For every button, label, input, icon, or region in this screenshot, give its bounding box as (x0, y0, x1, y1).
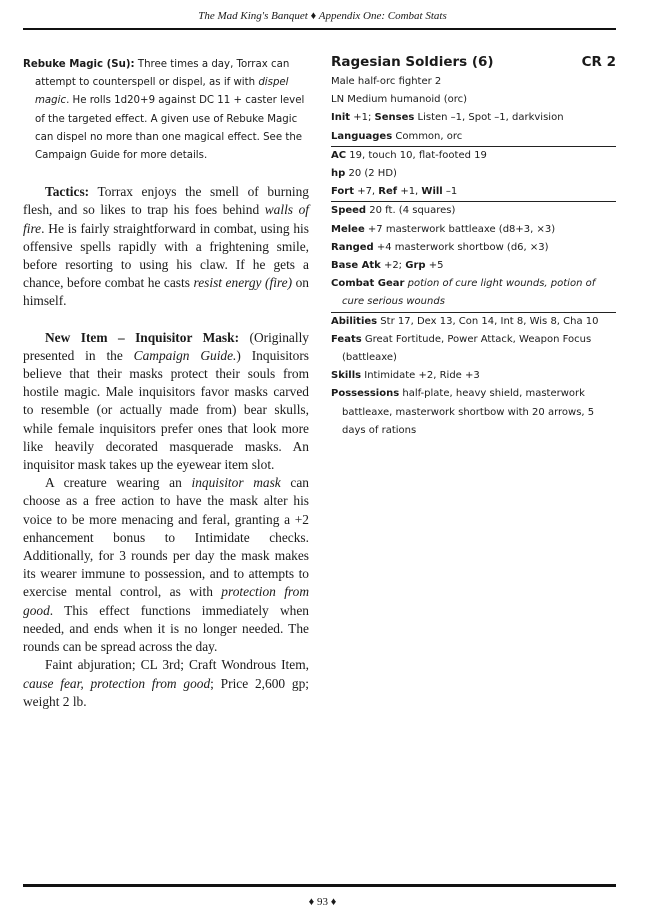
header-rule (23, 28, 616, 30)
rebuke-magic-paragraph: Rebuke Magic (Su): Three times a day, Torrax can attempt to counterspell or dispel, as if with dispel magic. He rolls 1d20+9 against DC 11 + caster level of the targeted effect. A given use of Rebuke Magic can dispel no more than one magical effect. See the Campaign Guide for more details. (23, 59, 305, 162)
left-column (23, 56, 309, 711)
creature-name: Ragesian Soldiers (6) (331, 54, 494, 70)
new-item-paragraph: New Item – Inquisitor Mask: (Originally presented in the Campaign Guide.) Inquisitors believe that their masks protect their souls from hostile magic. Male inquisitors favor masks carved to resemble (or actually made from) bear skulls, while female inquisitors prefer ones that look more like heavily decorated masquerade masks. An inquisitor mask takes up the eyewear item slot. (23, 329, 310, 473)
new-item-label: New Item – Inquisitor Mask: (45, 329, 240, 345)
ac-line: AC 19, touch 10, flat-footed 19 (331, 149, 487, 161)
base-attack-line: Base Atk +2; Grp +5 (331, 260, 444, 272)
stat-block-title (331, 53, 616, 71)
abilities-line: Abilities Str 17, Dex 13, Con 14, Int 8, Wis 8, Cha 10 (331, 315, 599, 327)
possessions-line: Possessions half-plate, heavy shield, masterwork battleaxe, masterwork shortbow with 20 arrows, 5 days of rations (331, 388, 595, 436)
tactics-label: Tactics: (45, 184, 90, 200)
race-line: Male half-orc fighter 2 (331, 76, 442, 87)
page-number: ♦ 93 ♦ (308, 896, 337, 908)
stat-block (331, 53, 616, 440)
tactics-paragraph: Tactics: Torrax enjoys the smell of burning flesh, and so likes to trap his foes behind walls of fire. He is fairly straightforward in combat, using his offensive spells rapidly with a frightening smile, before resorting to using his claw. If he gets a chance, before combat he casts resist energy (fire) on himself. (23, 184, 309, 309)
creature-paragraph: A creature wearing an inquisitor mask can choose as a free action to have the mask alter his voice to be more menacing and feral, granting a +2 enhancement bonus to Intimidate checks. Additionally, for 3 rounds per day the mask makes its wearer immune to possession, and to attempts to exercise mental control, as with protection from good. This effect functions immediately when needed, and ends when it is no longer needed. The rounds can be spread across the day. (23, 475, 309, 655)
saves-line: Fort +7, Ref +1, Will –1 (331, 183, 616, 202)
rebuke-magic-label: Rebuke Magic (Su): (23, 59, 135, 70)
melee-line: Melee +7 masterwork battleaxe (d8+3, ×3) (331, 223, 556, 235)
faint-abjuration-paragraph: Faint abjuration; CL 3rd; Craft Wondrous Item, cause fear, protection from good; Price 2,600 gp; weight 2 lb. (23, 657, 309, 709)
combat-gear-line: Combat Gear potion of cure light wounds, potion of cure serious wounds (331, 275, 616, 312)
skills-line: Skills Intimidate +2, Ride +3 (331, 370, 480, 382)
ranged-line: Ranged +4 masterwork shortbow (d6, ×3) (331, 241, 549, 253)
challenge-rating: CR 2 (581, 54, 616, 70)
languages-line: Languages Common, orc (331, 128, 616, 147)
hp-line: hp 20 (2 HD) (331, 168, 397, 180)
feats-line: Feats Great Fortitude, Power Attack, Weapon Focus (battleaxe) (331, 333, 592, 364)
running-header: The Mad King's Banquet ♦ Appendix One: Combat Stats (198, 10, 447, 22)
init-senses-line: Init +1; Senses Listen –1, Spot –1, darkvision (331, 112, 564, 124)
type-line: LN Medium humanoid (orc) (331, 94, 468, 106)
speed-line: Speed 20 ft. (4 squares) (331, 205, 456, 217)
footer-rule (23, 884, 616, 887)
